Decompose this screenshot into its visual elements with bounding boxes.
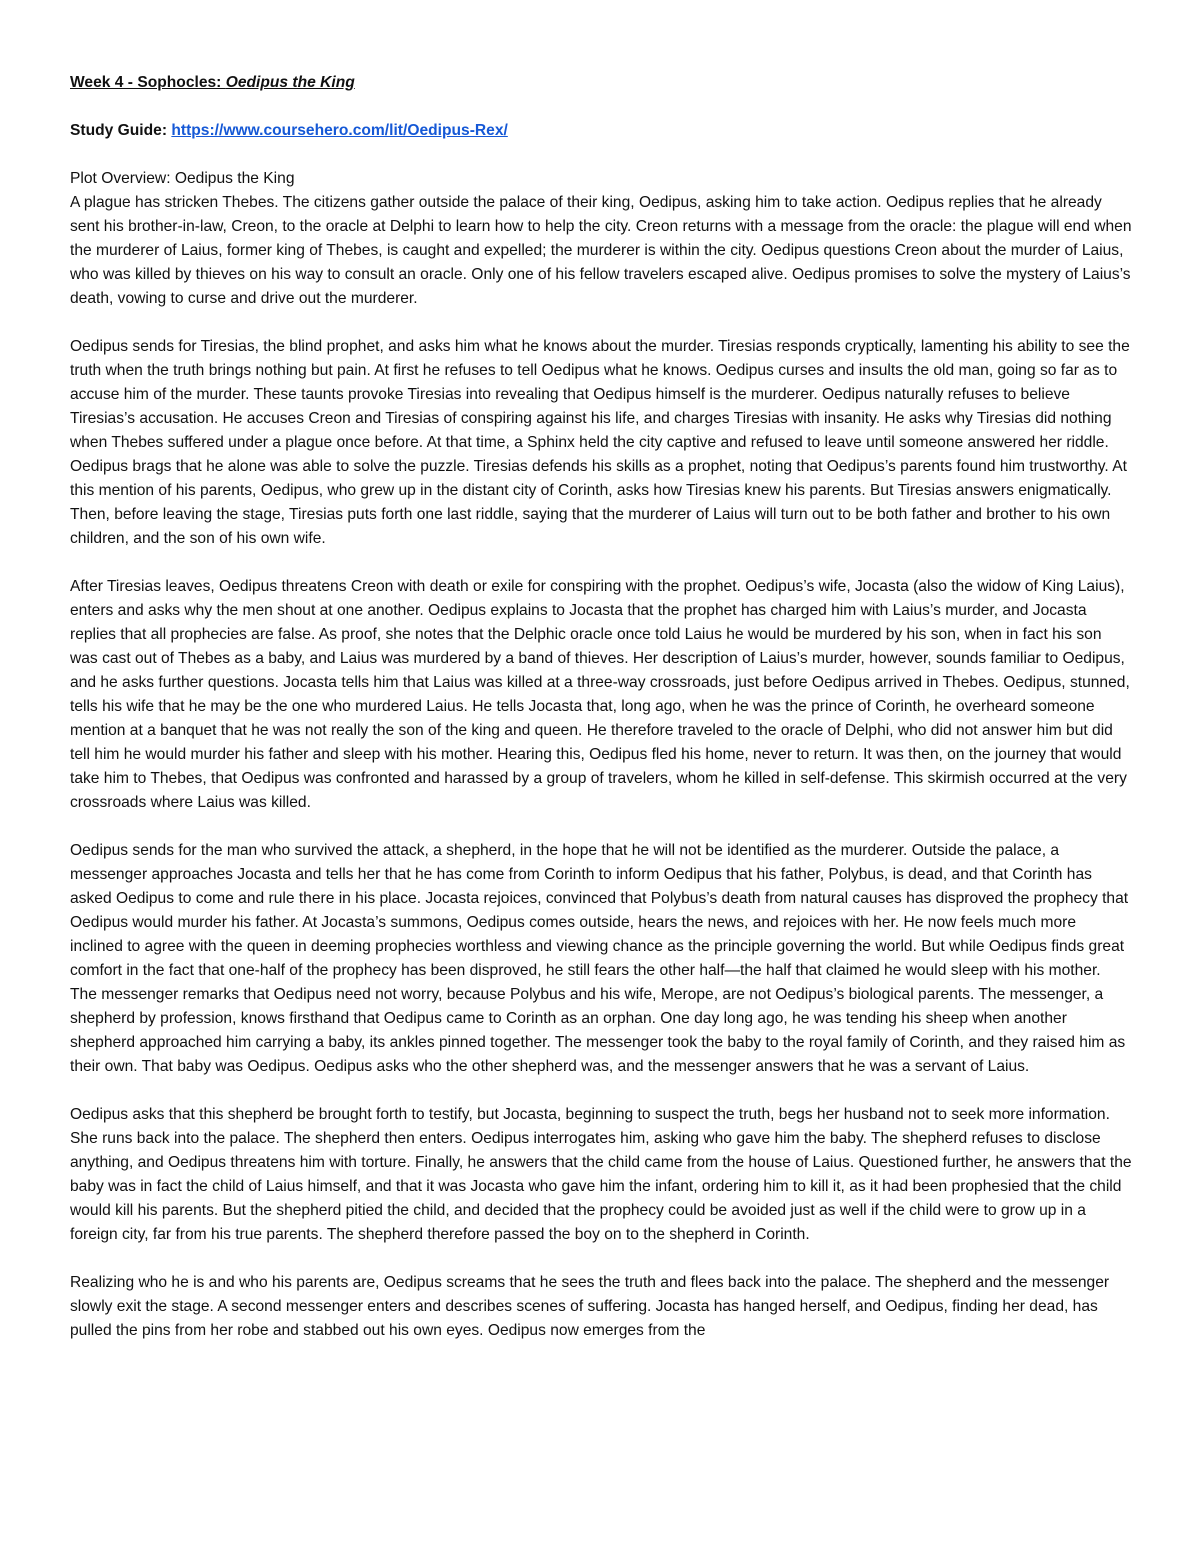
paragraph-shepherd: Oedipus asks that this shepherd be brought forth to testify, but Jocasta, beginning to suspect the truth, begs her husband not to seek more information. She runs back into the palace. The shepherd then enters. Oedipus interrogates him, asking who gave him the baby. The shepherd refuses to disclose anything, and Oedipus threatens him with torture. Finally, he answers that the child came from the house of Laius. Questioned further, he answers that the baby was in fact the child of Laius himself, and that it was Jocasta who gave him the infant, ordering him to kill it, as it had been prophesied that the child would kill his parents. But the shepherd pitied the child, and decided that the prophecy could be avoided just as well if the child were to grow up in a foreign city, far from his true parents. The shepherd therefore passed the boy on to the shepherd in Corinth. bbox=[70, 1106, 1132, 1243]
title-prefix: Week 4 - Sophocles: bbox=[70, 74, 226, 91]
document-title bbox=[70, 71, 1132, 95]
study-guide-link[interactable]: https://www.coursehero.com/lit/Oedipus-Rex/ bbox=[171, 122, 508, 139]
title-italic: Oedipus the King bbox=[225, 74, 355, 91]
paragraph-orphan: The messenger remarks that Oedipus need not worry, because Polybus and his wife, Merope, are not Oedipus’s biological parents. The messenger, a shepherd by profession, knows firsthand that Oedipus came to Corinth as an orphan. One day long ago, he was tending his sheep when another shepherd approached him carrying a baby, its ankles pinned together. The messenger took the baby to the royal family of Corinth, and they raised him as their own. That baby was Oedipus. Oedipus asks who the other shepherd was, and the messenger answers that he was a servant of Laius. bbox=[70, 986, 1126, 1075]
document-page bbox=[70, 71, 1132, 1343]
paragraph-plague: A plague has stricken Thebes. The citizens gather outside the palace of their king, Oedipus, asking him to take action. Oedipus replies that he already sent his brother-in-law, Creon, to the oracle at Delphi to learn how to help the city. Creon returns with a message from the oracle: the plague will end when the murderer of Laius, former king of Thebes, is caught and expelled; the murderer is within the city. Oedipus questions Creon about the murder of Laius, who was killed by thieves on his way to consult an oracle. Only one of his fellow travelers escaped alive. Oedipus promises to solve the mystery of Laius’s death, vowing to curse and drive out the murderer. bbox=[70, 194, 1132, 307]
study-guide-line bbox=[70, 119, 1132, 143]
paragraph-realization: Realizing who he is and who his parents are, Oedipus screams that he sees the truth and flees back into the palace. The shepherd and the messenger slowly exit the stage. A second messenger enters and describes scenes of suffering. Jocasta has hanged herself, and Oedipus, finding her dead, has pulled the pins from her robe and stabbed out his own eyes. Oedipus now emerges from the bbox=[70, 1274, 1110, 1339]
paragraph-messenger: Oedipus sends for the man who survived the attack, a shepherd, in the hope that he will not be identified as the murderer. Outside the palace, a messenger approaches Jocasta and tells her that he has come from Corinth to inform Oedipus that his father, Polybus, is dead, and that Corinth has asked Oedipus to come and rule there in his place. Jocasta rejoices, convinced that Polybus’s death from natural causes has disproved the prophecy that Oedipus would murder his father. At Jocasta’s summons, Oedipus comes outside, hears the news, and rejoices with her. He now feels much more inclined to agree with the queen in deeming prophecies worthless and viewing chance as the principle governing the world. But while Oedipus finds great comfort in the fact that one-half of the prophecy has been disproved, he still fears the other half—the half that claimed he would sleep with his mother. bbox=[70, 842, 1129, 979]
paragraph-jocasta: After Tiresias leaves, Oedipus threatens Creon with death or exile for conspiring with the prophet. Oedipus’s wife, Jocasta (also the widow of King Laius), enters and asks why the men shout at one another. Oedipus explains to Jocasta that the prophet has charged him with Laius’s murder, and Jocasta replies that all prophecies are false. As proof, she notes that the Delphic oracle once told Laius he would be murdered by his son, when in fact his son was cast out of Thebes as a baby, and Laius was murdered by a band of thieves. Her description of Laius’s murder, however, sounds familiar to Oedipus, and he asks further questions. Jocasta tells him that Laius was killed at a three-way crossroads, just before Oedipus arrived in Thebes. Oedipus, stunned, tells his wife that he may be the one who murdered Laius. He tells Jocasta that, long ago, when he was the prince of Corinth, he overheard someone mention at a banquet that he was not really the son of the king and queen. He therefore traveled to the oracle of Delphi, who did not answer him but did tell him he would murder his father and sleep with his mother. Hearing this, Oedipus fled his home, never to return. It was then, on the journey that would take him to Thebes, that Oedipus was confronted and harassed by a group of travelers, whom he killed in self-defense. This skirmish occurred at the very crossroads where Laius was killed. bbox=[70, 578, 1130, 811]
study-guide-label: Study Guide: bbox=[70, 122, 172, 139]
paragraph-tiresias: Oedipus sends for Tiresias, the blind prophet, and asks him what he knows about the murder. Tiresias responds cryptically, lamenting his ability to see the truth when the truth brings nothing but pain. At first he refuses to tell Oedipus what he knows. Oedipus curses and insults the old man, going so far as to accuse him of the murder. These taunts provoke Tiresias into revealing that Oedipus himself is the murderer. Oedipus naturally refuses to believe Tiresias’s accusation. He accuses Creon and Tiresias of conspiring against his life, and charges Tiresias with insanity. He asks why Tiresias did nothing when Thebes suffered under a plague once before. At that time, a Sphinx held the city captive and refused to leave until someone answered her riddle. Oedipus brags that he alone was able to solve the puzzle. Tiresias defends his skills as a prophet, noting that Oedipus’s parents found him trustworthy. At this mention of his parents, Oedipus, who grew up in the distant city of Corinth, asks how Tiresias knew his parents. But Tiresias answers enigmatically. Then, before leaving the stage, Tiresias puts forth one last riddle, saying that the murderer of Laius will turn out to be both father and brother to his own children, and the son of his own wife. bbox=[70, 338, 1130, 547]
section-heading: Plot Overview: Oedipus the King bbox=[70, 170, 295, 187]
